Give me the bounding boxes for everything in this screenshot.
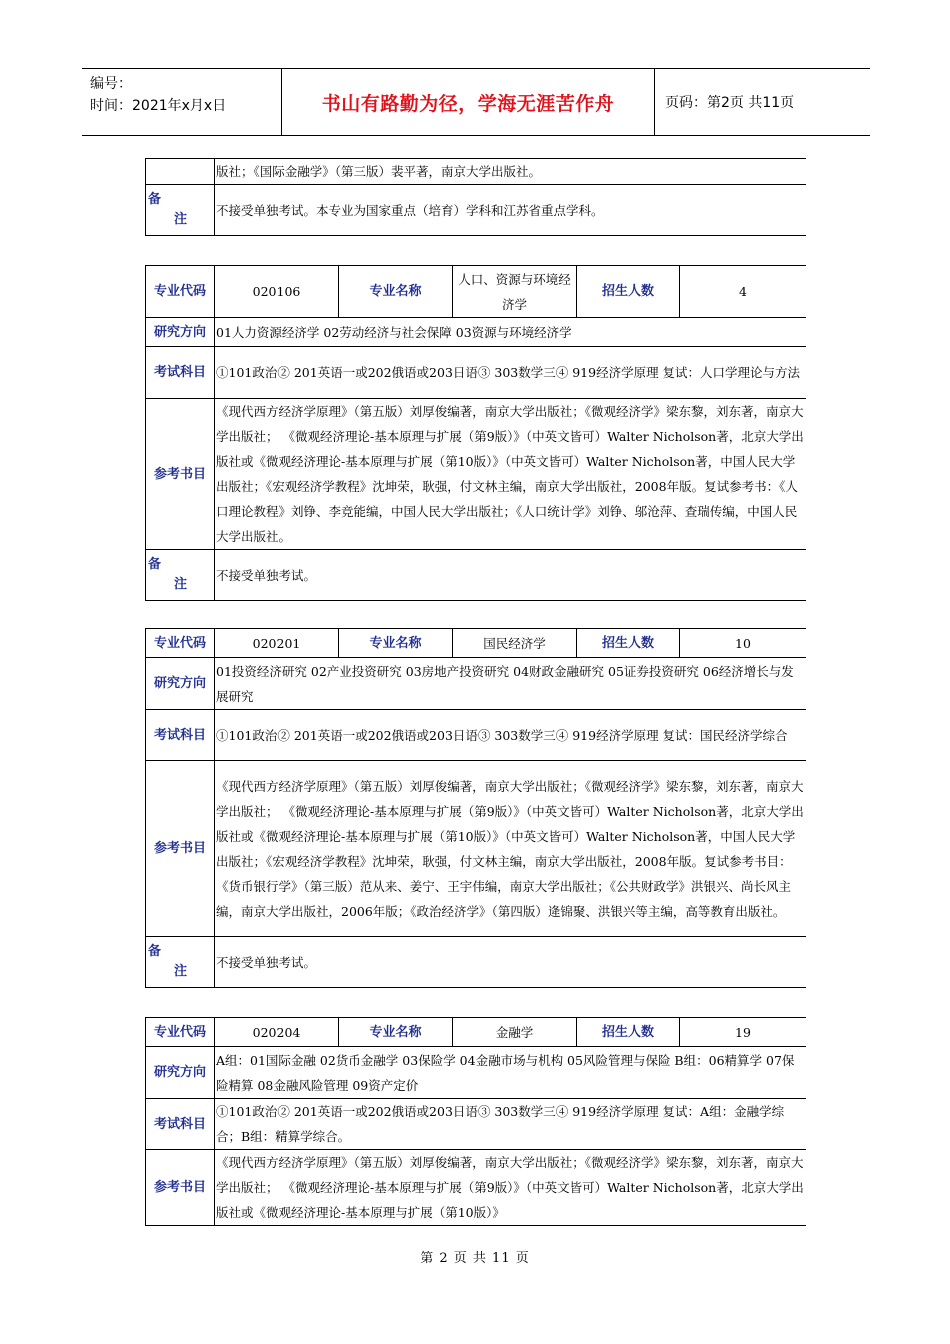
continuation-books: 版社；《国际金融学》（第三版）裴平著，南京大学出版社。 — [215, 159, 807, 185]
program-books: 《现代西方经济学原理》（第五版）刘厚俊编著，南京大学出版社；《微观经济学》梁东黎，刘东著，南京大学出版社； 《微观经济理论-基本原理与扩展（第9版）》（中英文皆可）Walter Nicholson著，北京大学出版社或《微观经济理论-基本原理与扩展（第10版）》（中英文皆可）Walter Nicholson著，中国人民大学出版社；《宏观经济学教程》沈坤荣，耿强，付文林主编，南京大学出版社，2008年版。复试参考书目：《货币银行学》（第三版）范从来、姜宁、王宇伟编，南京大学出版社；《公共财政学》洪银兴、尚长风主编，南京大学出版社，2006年版；《政治经济学》（第四版）逄锦聚、洪银兴等主编，高等教育出版社。 — [215, 761, 807, 937]
name-label: 专业名称 — [339, 266, 453, 318]
code-label: 专业代码 — [146, 1018, 215, 1047]
continuation-table — [145, 158, 806, 236]
direction-label: 研究方向 — [146, 318, 215, 347]
program-code: 020201 — [215, 629, 339, 658]
note-label: 备 注 — [146, 937, 215, 988]
program-name: 金融学 — [453, 1018, 577, 1047]
program-exam: ①101政治② 201英语一或202俄语或203日语③ 303数学三④ 919经济学原理 复试：国民经济学综合 — [215, 710, 807, 761]
continuation-note: 不接受单独考试。本专业为国家重点（培育）学科和江苏省重点学科。 — [215, 185, 807, 236]
books-label: 参考书目 — [146, 399, 215, 550]
time-label: 时间：2021年x月x日 — [90, 98, 227, 114]
program-table — [145, 628, 806, 988]
program-note: 不接受单独考试。 — [215, 937, 807, 988]
enroll-label: 招生人数 — [577, 266, 680, 318]
note-label: 备 注 — [146, 185, 215, 236]
program-books: 《现代西方经济学原理》（第五版）刘厚俊编著，南京大学出版社；《微观经济学》梁东黎，刘东著，南京大学出版社； 《微观经济理论-基本原理与扩展（第9版）》（中英文皆可）Walter Nicholson著，北京大学出版社或《微观经济理论-基本原理与扩展（第10版）》 — [215, 1150, 807, 1226]
program-name: 国民经济学 — [453, 629, 577, 658]
note-label: 备 注 — [146, 550, 215, 601]
header-meta — [82, 69, 282, 135]
serial-label: 编号： — [90, 76, 132, 92]
program-exam: ①101政治② 201英语一或202俄语或203日语③ 303数学三④ 919经济学原理 复试：人口学理论与方法 — [215, 347, 807, 399]
name-label: 专业名称 — [339, 629, 453, 658]
enroll-label: 招生人数 — [577, 1018, 680, 1047]
program-direction: A组：01国际金融 02货币金融学 03保险学 04金融市场与机构 05风险管理与保险 B组：06精算学 07保险精算 08金融风险管理 09资产定价 — [215, 1047, 807, 1099]
program-table — [145, 265, 806, 601]
program-direction: 01人力资源经济学 02劳动经济与社会保障 03资源与环境经济学 — [215, 318, 807, 347]
program-table — [145, 1017, 806, 1226]
program-direction: 01投资经济研究 02产业投资研究 03房地产投资研究 04财政金融研究 05证券投资研究 06经济增长与发展研究 — [215, 658, 807, 710]
header-page-info: 页码：第2页 共11页 — [665, 95, 795, 111]
program-note: 不接受单独考试。 — [215, 550, 807, 601]
program-code: 020106 — [215, 266, 339, 318]
code-label: 专业代码 — [146, 266, 215, 318]
direction-label: 研究方向 — [146, 658, 215, 710]
page-header — [82, 68, 870, 136]
program-exam: ①101政治② 201英语一或202俄语或203日语③ 303数学三④ 919经济学原理 复试：A组：金融学综合；B组：精算学综合。 — [215, 1099, 807, 1150]
exam-label: 考试科目 — [146, 710, 215, 761]
page-footer: 第 2 页 共 11 页 — [420, 1251, 530, 1266]
code-label: 专业代码 — [146, 629, 215, 658]
program-books: 《现代西方经济学原理》（第五版）刘厚俊编著，南京大学出版社；《微观经济学》梁东黎，刘东著，南京大学出版社； 《微观经济理论-基本原理与扩展（第9版）》（中英文皆可）Walter Nicholson著，北京大学出版社或《微观经济理论-基本原理与扩展（第10版）》（中英文皆可）Walter Nicholson著，中国人民大学出版社；《宏观经济学教程》沈坤荣，耿强，付文林主编，南京大学出版社，2008年版。复试参考书：《人口理论教程》刘铮、李竞能编，中国人民大学出版社；《人口统计学》刘铮、邬沧萍、查瑞传编，中国人民大学出版社。 — [215, 399, 807, 550]
name-label: 专业名称 — [339, 1018, 453, 1047]
books-label: 参考书目 — [146, 1150, 215, 1226]
program-enroll: 4 — [680, 266, 807, 318]
program-enroll: 10 — [680, 629, 807, 658]
program-name: 人口、资源与环境经济学 — [453, 266, 577, 318]
program-enroll: 19 — [680, 1018, 807, 1047]
header-motto: 书山有路勤为径，学海无涯苦作舟 — [282, 69, 655, 135]
enroll-label: 招生人数 — [577, 629, 680, 658]
exam-label: 考试科目 — [146, 1099, 215, 1150]
program-code: 020204 — [215, 1018, 339, 1047]
books-label: 参考书目 — [146, 761, 215, 937]
direction-label: 研究方向 — [146, 1047, 215, 1099]
exam-label: 考试科目 — [146, 347, 215, 399]
